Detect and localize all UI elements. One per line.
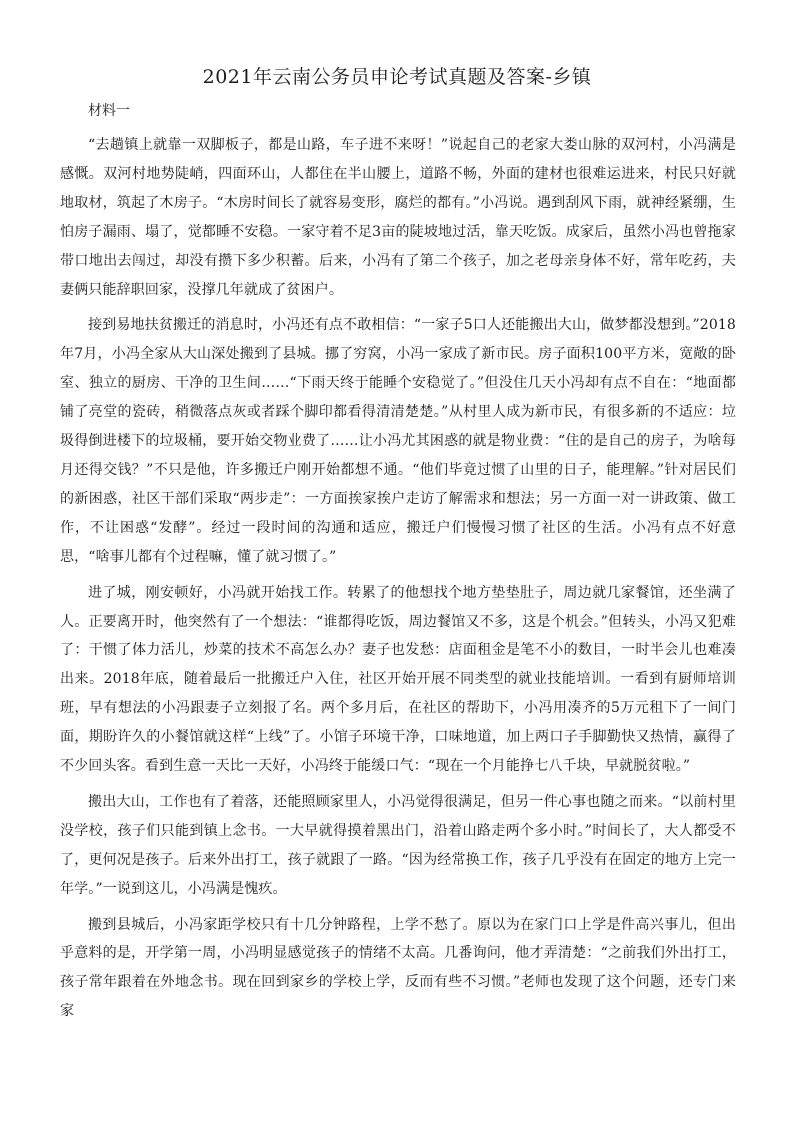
- paragraph-3: 进了城，刚安顿好，小冯就开始找工作。转累了的他想找个地方垫垫肚子，周边就几家餐馆，还坐满了人。正要离开时，他突然有了一个想法：“谁都得吃饭，周边餐馆又不多，这是个机会。”但转头，小冯又犯难了：干惯了体力活儿，炒菜的技术不高怎么办？妻子也发愁：店面租金是笔不小的数目，一时半会儿也难凑出来。2018年底，随着最后一批搬迁户入住，社区开始开展不同类型的就业技能培训。一看到有厨师培训班，早有想法的小冯跟妻子立刻报了名。两个多月后，在社区的帮助下，小冯用凑齐的5万元租下了一间门面，期盼许久的小餐馆就这样“上线”了。小馆子环境干净，口味地道，加上两口子手脚勤快又热情，赢得了不少回头客。看到生意一天比一天好，小冯终于能缓口气：“现在一个月能挣七八千块，早就脱贫啦。”: [60, 584, 736, 775]
- document-title: 2021年云南公务员申论考试真题及答案-乡镇: [202, 66, 592, 88]
- paragraph-2: 接到易地扶贫搬迁的消息时，小冯还有点不敢相信：“一家子5口人还能搬出大山，做梦都没想到。”2018年7月，小冯全家从大山深处搬到了县城。挪了穷窝，小冯一家成了新市民。房子面积100平方米，宽敞的卧室、独立的厨房、干净的卫生间……“下雨天终于能睡个安稳觉了。”但没住几天小冯却有点不自在：“地面都铺了亮堂的瓷砖，稍微落点灰或者踩个脚印都看得清清楚楚。”从村里人成为新市民，有很多新的不适应：垃圾得倒进楼下的垃圾桶，要开始交物业费了……让小冯尤其困惑的就是物业费：“住的是自己的房子，为啥每月还得交钱？”不只是他，许多搬迁户刚开始都想不通。“他们毕竟过惯了山里的日子，能理解。”针对居民们的新困惑，社区干部们采取“两步走”：一方面挨家挨户走访了解需求和想法；另一方面一对一讲政策、做工作，不让困惑“发酵”。经过一段时间的沟通和适应，搬迁户们慢慢习惯了社区的生活。小冯有点不好意思，“啥事儿都有个过程嘛，懂了就习惯了。”: [60, 317, 736, 565]
- paragraph-4: 搬出大山，工作也有了着落，还能照顾家里人，小冯觉得很满足，但另一件心事也随之而来。“以前村里没学校，孩子们只能到镇上念书。一大早就得摸着黑出门，沿着山路走两个多小时。”时间长了，大人都受不了，更何况是孩子。后来外出打工，孩子就跟了一路。“因为经常换工作，孩子几乎没有在固定的地方上完一年学。”一说到这儿，小冯满是愧疚。: [60, 793, 736, 897]
- document-body: [60, 131, 736, 1033]
- paragraph-1: “去趟镇上就靠一双脚板子，都是山路，车子进不来呀！”说起自己的老家大娄山脉的双河村，小冯满是感慨。双河村地势陡峭，四面环山，人都住在半山腰上，道路不畅，外面的建材也很难运进来，村民只好就地取材，筑起了木房子。“木房时间长了就容易变形，腐烂的都有。”小冯说。遇到刮风下雨，就神经紧绷，生怕房子漏雨、塌了，觉都睡不安稳。一家守着不足3亩的陡坡地过活，靠天吃饭。成家后，虽然小冯也曾拖家带口地出去闯过，却没有攒下多少积蓄。后来，小冯有了第二个孩子，加之老母亲身体不好，常年吃药，夫妻俩只能辞职回家，没撑几年就成了贫困户。: [60, 137, 736, 298]
- paragraph-5: 搬到县城后，小冯家距学校只有十几分钟路程，上学不愁了。原以为在家门口上学是件高兴事儿，但出乎意料的是，开学第一周，小冯明显感觉孩子的情绪不太高。几番询问，他才弄清楚：“之前我们外出打工，孩子常年跟着在外地念书。现在回到家乡的学校上学，反而有些不习惯。”老师也发现了这个问题，还专门来家: [60, 916, 736, 1020]
- section-label: 材料一: [88, 103, 130, 119]
